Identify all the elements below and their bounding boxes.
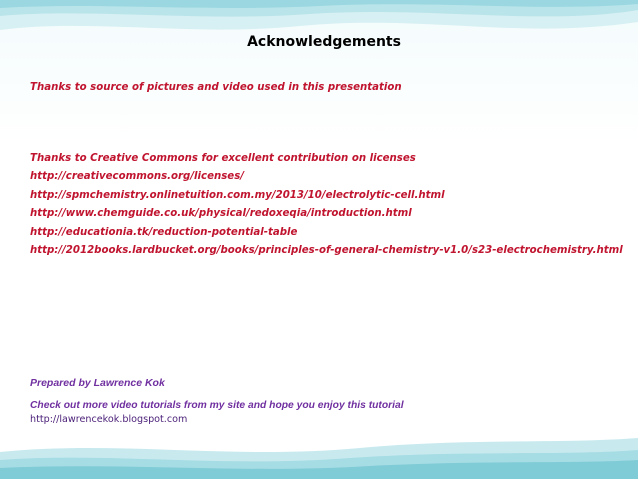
credit-link[interactable]: http://educationia.tk/reduction-potential-table: [30, 226, 298, 238]
blog-link[interactable]: http://lawrencekok.blogspot.com: [30, 414, 188, 425]
credit-link[interactable]: http://creativecommons.org/licenses/: [30, 171, 244, 183]
page-title: Acknowledgements: [247, 34, 401, 50]
prepared-by-text: Prepared by Lawrence Kok: [30, 377, 165, 389]
footer: [30, 377, 404, 425]
credits-heading: Thanks to Creative Commons for excellent contribution on licenses: [30, 153, 416, 164]
credit-link[interactable]: http://www.chemguide.co.uk/physical/redoxeqia/introduction.html: [30, 208, 412, 220]
credit-link[interactable]: http://spmchemistry.onlinetuition.com.my/2013/10/electrolytic-cell.html: [30, 189, 445, 201]
tutorial-message: Check out more video tutorials from my site and hope you enjoy this tutorial: [30, 400, 404, 411]
credits-list: [30, 150, 630, 260]
sources-thanks-text: Thanks to source of pictures and video used in this presentation: [30, 82, 402, 93]
bottom-wave-decoration: [0, 430, 638, 479]
credit-link[interactable]: http://2012books.lardbucket.org/books/principles-of-general-chemistry-v1.0/s23-electrochemistry.html: [30, 245, 623, 257]
